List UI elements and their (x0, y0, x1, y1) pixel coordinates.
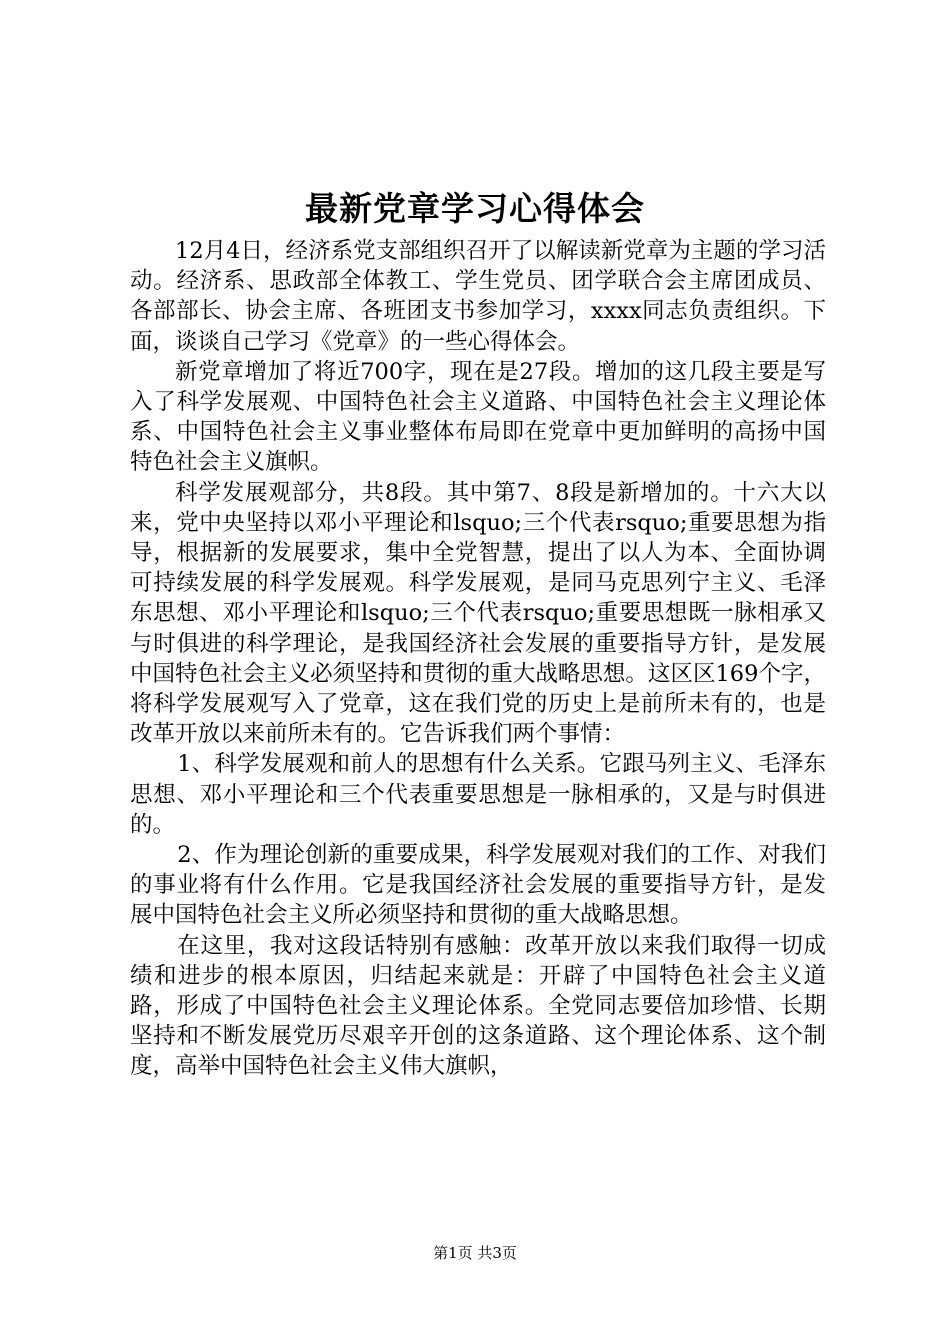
paragraph-point-1: 1、科学发展观和前人的思想有什么关系。它跟马列主义、毛泽东思想、邓小平理论和三个代表重要思想是一脉相承的，又是与时俱进的。 (130, 751, 826, 838)
paragraph-intro: 12月4日，经济系党支部组织召开了以解读新党章为主题的学习活动。经济系、思政部全体教工、学生党员、团学联合会主席团成员、各部部长、协会主席、各班团支书参加学习，xxxx同志负责组织。下面，谈谈自己学习《党章》的一些心得体会。 (130, 238, 826, 355)
document-body (130, 236, 826, 1082)
paragraph-new-charter: 新党章增加了将近700字，现在是27段。增加的这几段主要是写入了科学发展观、中国特色社会主义道路、中国特色社会主义理论体系、中国特色社会主义事业整体布局即在党章中更加鲜明的高扬中国特色社会主义旗帜。 (130, 358, 826, 476)
paragraph-point-2: 2、作为理论创新的重要成果，科学发展观对我们的工作、对我们的事业将有什么作用。它是我国经济社会发展的重要指导方针，是发展中国特色社会主义所必须坚持和贯彻的重大战略思想。 (130, 842, 826, 929)
paragraph-scientific-outlook: 科学发展观部分，共8段。其中第7、8段是新增加的。十六大以来，党中央坚持以邓小平理论和lsquo;三个代表rsquo;重要思想为指导，根据新的发展要求，集中全党智慧，提出了以人为本、全面协调可持续发展的科学发展观。科学发展观，是同马克思列宁主义、毛泽东思想、邓小平理论和lsquo;三个代表rsquo;重要思想既一脉相承又与时俱进的科学理论，是我国经济社会发展的重要指导方针，是发展中国特色社会主义必须坚持和贯彻的重大战略思想。这区区169个字，将科学发展观写入了党章，这在我们党的历史上是前所未有的，也是改革开放以来前所未有的。它告诉我们两个事情： (130, 479, 826, 748)
paragraph-reflection: 在这里，我对这段话特别有感触：改革开放以来我们取得一切成绩和进步的根本原因，归结起来就是：开辟了中国特色社会主义道路，形成了中国特色社会主义理论体系。全党同志要倍加珍惜、长期坚持和不断发展党历尽艰辛开创的这条道路、这个理论体系、这个制度，高举中国特色社会主义伟大旗帜， (130, 932, 826, 1080)
document-title: 最新党章学习心得体会 (305, 189, 645, 228)
page-number-footer: 第1页 共3页 (433, 1244, 517, 1262)
